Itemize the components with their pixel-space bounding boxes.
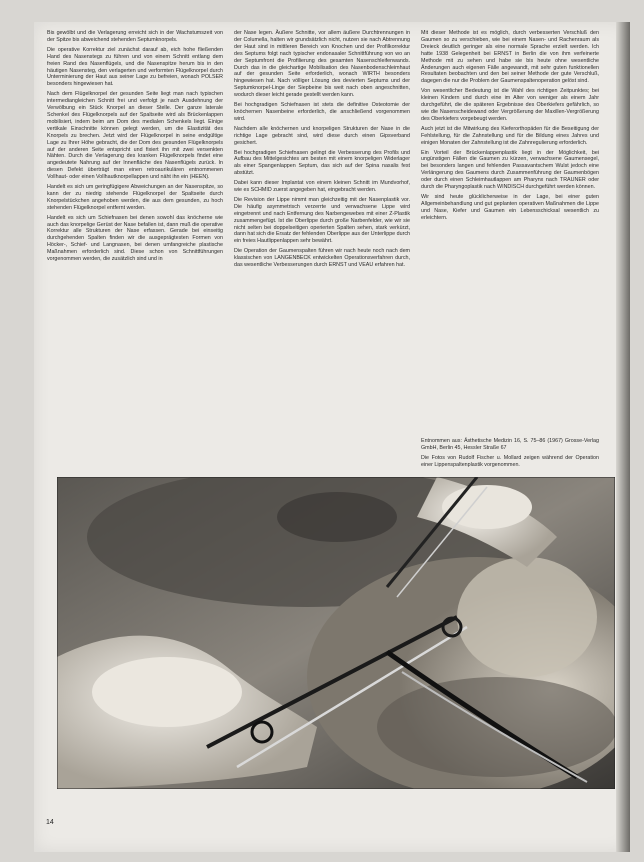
- page-number: 14: [46, 819, 54, 826]
- columns.col2-paragraph: der Nase legen. Äußere Schnitte, vor allem äußere Durchtrennungen in der Columella, halten wir grundsätzlich nicht, nutzen sie nach Abtrennung der Haut sind in mittleren Bereich von Knochen und der Profilkorrektur des Septums folgt nach typischer endonasaler Schnittführung von wo an der Septumfront die Profilierung des gesamten Nasenschleifenwands. Durch das in die gleichartige Mobilisation des Nasenbodenschleimhaut auf der gesunden Seite erforderlich, wonach WIRTH besonders hingewiesen hat. Nach völliger Lösung des devierten Septums und der Septumknorpel-Linge der Siepbeine bis weit nach oben angeschnitten, wodurch dieser leicht gerade gestellt werden kann.: [234, 30, 410, 99]
- columns.col3-paragraph: Auch jetzt ist die Mitwirkung des Kieferorthopäden für die Beseitigung der Fehlstellung, für die Zahnstellung und für die Bildung eines Jahres und einigen Monaten der Zahnstellung ist die Zahnregulierung erforderlich.: [421, 125, 599, 146]
- columns.col2-paragraph: Die Revision der Lippe nimmt man gleichzeitig mit der Nasenplastik vor. Die häufig asymmetrisch verzerrte und verwachsene Lippe wird eingetrennt und nach Entfernung des Narbengewebes mit einer Z-Plastik zusammengefügt. Ist die Oberlippe durch große Narbenfelder, wie wir sie nicht selten bei doppelseitigen operierten Spalten sehen, stark verkürzt, dann hat sich die Ersatz der fehlenden Oberlippe aus der Unterlippe durch ein freies Hautlippenlappen sehr bewährt.: [234, 196, 410, 245]
- columns.references-paragraph: Die Fotos von Rudolf Fischer u. Mollard zeigen während der Operation einer Lippenspaltenplastik vorgenommen.: [421, 454, 599, 468]
- surgery-photo: [57, 477, 615, 789]
- columns.col2-paragraph: Dabei kann dieser Implantat von einem kleinen Schnitt im Mundvorhof, wie es SCHMID zuerst angegeben hat, eingebracht werden.: [234, 180, 410, 194]
- columns.col2-paragraph: Bei hochgradigen Schiefnasen gelingt die Verbesserung des Profils und Aufbau des Mittelgesichtes am besten mit einem knorpeligen Widerlager als einer Spangenlappen Septum, das sich auf der Spina nasalis fest abstützt.: [234, 149, 410, 177]
- columns.col1-paragraph: Handelt es sich um Schiefnasen bei denen sowohl das knöcherne wie auch das knorpelige Gerüst der Nase befallen ist, dann muß die operative Korrektur alle Strukturen der Nase erfassen. Gerade bei einseitig durchgehenden Spalten finden wir die ausgeprägtesten Formen von Höcker-, Schief- und Langnasen, bei denen umfangreiche plastische Maßnahmen erforderlich sind. Diese schon von Schnittführungen vorgenommen werden, die zusätzlich sind und in: [47, 214, 223, 263]
- columns.col3-paragraph: Wir sind heute glücklicherweise in der Lage, bei einer guten Allgemeinbehandlung und gut geplanten operativen Maßnahmen die Lippe und Nase, Kiefer und Gaumen ein Lebensschicksal wesentlich zu erleichtern.: [421, 193, 599, 221]
- columns.col2-paragraph: Die Operation der Gaumenspalten führen wir nach heute noch nach dem klassischen von LANGENBECK entwickelten Operationsverfahren durch, das wesentliche Verbesserungen durch ERNST und VEAU erfahren hat.: [234, 248, 410, 269]
- columns.references-paragraph: Entnommen aus: Ästhetische Medizin 16, S. 75–86 (1967) Grosse-Verlag GmbH, Berlin 45, Hessler Straße 67: [421, 438, 599, 451]
- columns.col1-paragraph: Handelt es sich um geringfügigere Abweichungen an der Nasenspitze, so kann der zu niedrig stehende Flügelknorpel der Spaltseite durch Knorpelstückchen angehoben werden, die aus dem gesunden, zu hoch stehenden Flügelknorpel entfernt werden.: [47, 184, 223, 211]
- columns.col1-paragraph: Die operative Korrektur ziel zunächst darauf ab, eich hohe fließenden Hand des Nasenstegs zu führen und von einem Schnitt entlang dem freien Rand des Nasenflügels, und die Nasenspitze herum bis in den häutigen Nasensteg, den verlagerten und verformten Flügelknorpel durch Unterminierung der Haut aus seiner Lage zu befreien, wonach POLSER besonders hingewiesen hat.: [47, 46, 223, 88]
- page-gutter-shadow: [616, 22, 630, 852]
- columns.col3-paragraph: Von wesentlicher Bedeutung ist die Wahl des richtigen Zeitpunktes; bei kleinen Kindern und durch eine im Alter von weniger als einem Jahr durchgeführt, die die späteren Ergebnisse des Oberkiefers gefährlich, so wie die Nasenscheidewand oder Vergrößerung der Maxillen-Vergrößerung des Oberkiefers vorgebeugt werden.: [421, 88, 599, 122]
- columns.col3-paragraph: Mit dieser Methode ist es möglich, durch verbesserten Verschluß den Gaumen so zu verschieben, wie bei einem Nasen- und Rachenraum als Dreieck deutlich geringer als eine normale Sprache erzielt werden. Ich hatte 1938 Gelegenheit bei ERNST in Berlin die von ihm verfeinerte Methode mit zu sehen und habe sie bis heute ohne wesentliche Änderungen auch eigenen Fälle angewandt, mit sehr guten funktionellen Resultaten beobachten und den bei seiner Methode der gute Verschluß, dagegen die nur die Problem der Gaumenspaltenoperation gelöst sind.: [421, 30, 599, 85]
- columns.col2-paragraph: Nachdem alle knöchernen und knorpeligen Strukturen der Nase in die richtige Lage gebracht sind, wird diese durch einen Gipsverband gesichert.: [234, 125, 410, 146]
- columns.col3-paragraph: Ein Vorteil der Brückenlappenplastik liegt in der Möglichkeit, bei ungünstigen Fällen die Gaumen zu kürzen, verwachsene Gaumensegel, bei besonders langen und fehlenden Passavantschem Wulst jedoch eine Verlängerung des Gaumens durch Zusammenführung der Gaumenbögen oder durch einen Schleimhautlappen am Pharynx nach TRAUNER oder durch die Pharyngoplastik nach WINDISCH durchgeführt werden können.: [421, 149, 599, 191]
- source-reference: [421, 438, 599, 472]
- text-column-1: [47, 30, 223, 470]
- magazine-page: [34, 22, 630, 852]
- columns.col1-paragraph: Bis gewölbt und die Verlagerung erreicht sich in der Wachstumszeit von der Spitze bis abweichend stehenden Septumknorpels.: [47, 30, 223, 43]
- columns.col1-paragraph: Nach dem Flügelknorpel der gesunden Seite liegt man nach typischen intermediangleichen Schnitt frei und verfolgt je nach Ausdehnung der Verwölbung ein Stück Knorpel an dieser Stelle. Der ganze laterale Schenkel des Flügelknorpels auf der Spaltseite wird als Brückenlappen mobilisiert, indem beim am Dom des medialen Schenkels liegt. Einige vertikale Einschnitte können gelegt werden, um die Elastizität des Knorpels zu brechen. Jetzt wird der Flügelknorpel in seine endgültige Lage zu Ihrer Höhe gebracht, die der Dom des gesunden Flügelknorpels auf der anderen Seite entspricht und fixiert ihn mit zwei versenkten Nähten. Durch die Verlagerung des kranken Flügelknorpels findet eine angedeutete Nahrung auf der Innenfläche des Nasenflügels zurück. In diesen Defekt überträgt man einen retroaurikulären entnommenen Vollhaut- oder einen Vollhautknorpellappen und näht ihn ein (HEEN).: [47, 91, 223, 181]
- text-column-2: [234, 30, 410, 480]
- text-column-3: [421, 30, 599, 420]
- columns.col2-paragraph: Bei hochgradigen Schiefnasen ist stets die definitive Osteotomie der knöchernen Nasenbeine erforderlich, die anschließend vorgenommen wird.: [234, 102, 410, 122]
- surgery-photo-image: [57, 477, 615, 789]
